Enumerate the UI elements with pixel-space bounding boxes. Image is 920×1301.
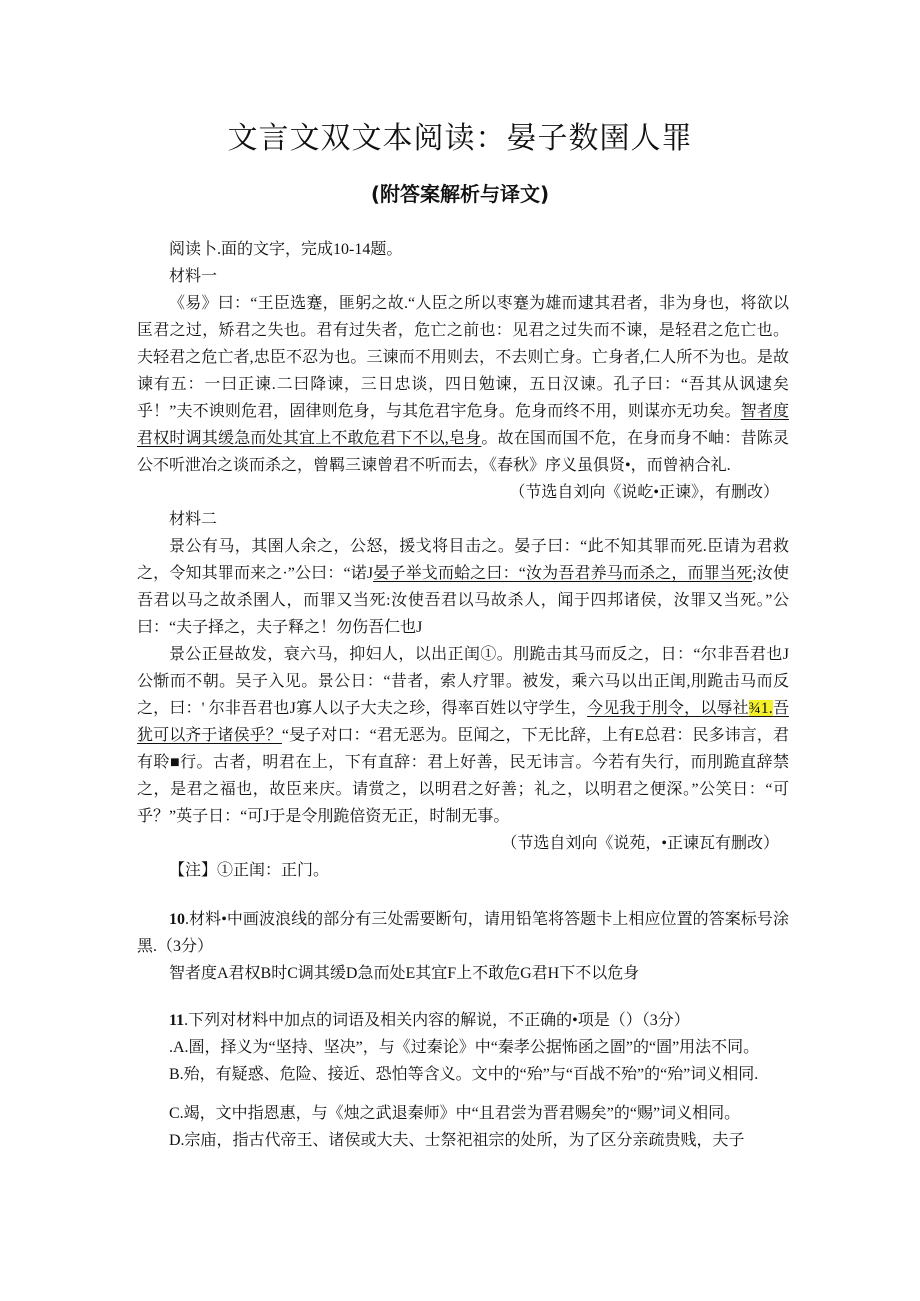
material2-source: （节选自刘向《说苑，•正谏瓦有删改） xyxy=(501,835,779,852)
material2-p1-rest: ;汝使吾君以马之故杀圉人，而罪又当死:汝使吾君以马故杀人，闻于四邦诸侯，汝罪又当死。”公曰：“夫子择之，夫子释之！勿伤吾仁也J xyxy=(137,565,789,636)
material2-p2-start: 景公正昼故发，衰六马，抑妇人，以出正闺①。刖跪击其马而反之，日：“尔非吾君也J公惭而不朝。吴子入见。景公日：“昔者，索人疗罪。被发，乘六马以出正闺,刖跪击马而反之，曰：' 尔非吾君也J寡人以子大夫之珍，得率百姓以守学生， xyxy=(137,646,789,717)
material2-highlight: ¾1. xyxy=(748,700,773,717)
material1-text: 《易》曰：“王臣选蹇，匪躬之故.“人臣之所以枣蹇为雄而逮其君者，非为身也，将欲以匡君之过，矫君之失也。君有过失者，危亡之前也：见君之过失而不谏，是轻君之危亡也。夫轻君之危亡者,忠臣不忍为也。三谏而不用则去，不去则亡身。亡身者,仁人所不为也。是故谏有五：一曰正谏.二曰降谏，三日忠谈，四日勉谏，五日汉谏。孔子曰：“吾其从讽逮矣乎！”夫不谀则危君，固律则危身，与其危君宇危身。危身而终不用，则谋亦无功矣。 xyxy=(137,295,789,420)
material2-p2-end: “旻子对口：“君无恶为。臣闻之，下无比辞，上有E总君：民多讳言，君有聆■行。古者，明君在上，下有直辞：君上好善，民无讳言。今若有失行，而刖跪直辞禁之，是君之福也，故臣来庆。请赏之，以明君之好善；礼之，以明君之便深。”公笑日：“可乎？”英子日：“可J于是令刖跪倍资无正，时制无事。 xyxy=(137,727,789,825)
material1-underlined-text: 智者度君权时调其缓急而处其宜上不敢危君下不以,皂身 xyxy=(137,403,789,447)
question-10 xyxy=(137,906,789,960)
question-10-options: 智者度A君权B时C调其缓D急而处E其宜F上不敢危G君H下不以危身 xyxy=(169,965,640,982)
question-10-text: .材料•中画波浪线的部分有三处需要断句，请用铅笔将答题卡上相应位置的答案标号涂黑.（3分） xyxy=(137,911,789,955)
material1-text-end: 。故在国而国不危，在身而身不岫：昔陈灵公不听泄冶之谈而杀之，曾羁三谏曾君不听而去，《春秋》序义虽俱贤•，而曾衲合礼. xyxy=(137,430,789,474)
material2-p2-underlined-2: 吾犹可以齐于诸侯乎？ xyxy=(137,700,789,744)
material2-p1-underlined: 晏子举戈而蛤之曰：“汝为吾君养马而杀之，而罪当死 xyxy=(373,565,753,582)
spacer xyxy=(137,884,789,906)
material2-p1-start: 景公有马，其圉人余之，公怒，援戈将目击之。晏子曰：“此不知其罪而死.臣请为君救之，令知其罪而来之·”公曰：“诺J xyxy=(137,538,789,582)
option-d: D.宗庙，指古代帝王、诸侯或大夫、士祭祀祖宗的处所，为了区分亲疏贵贱，夫子 xyxy=(169,1132,745,1149)
intro-line: 阅读卜.面的文字，完成10-14题。 xyxy=(169,241,403,258)
option-c: C.竭，文中指恩惠，与《烛之武退秦师》中“且君尝为晋君赐矣”的“赐”词义相同。 xyxy=(169,1105,741,1122)
material2-paragraph-1 xyxy=(137,533,789,641)
document-body xyxy=(137,236,789,1154)
material2-paragraph-2 xyxy=(137,641,789,830)
spacer xyxy=(137,1088,789,1100)
footnote: 【注】①正闺：正门。 xyxy=(169,862,330,879)
document-title: 文言文双文本阅读：晏子数圉人罪 xyxy=(227,122,693,155)
material1-paragraph xyxy=(137,290,789,479)
material2-p2-underlined-1: 今见我于刖令，以辱社 xyxy=(587,700,749,717)
material1-label: 材料一 xyxy=(169,268,218,285)
material1-source: （节选自刘向《说屹•正谏》，有删改） xyxy=(509,484,779,501)
material2-label: 材料二 xyxy=(169,511,218,528)
option-b: B.殆，有疑惑、危险、接近、恐怕等含义。文中的“殆”与“百战不殆”的“殆”词义相同. xyxy=(169,1066,759,1083)
question-10-number: 10 xyxy=(169,911,185,928)
option-a: .A.圄，择义为“坚持、坚决”，与《过秦论》中“秦孝公据怖函之圄”的“圄”用法不同。 xyxy=(169,1039,760,1056)
document-subtitle: (附答案解析与译文) xyxy=(370,182,550,206)
question-11 xyxy=(137,1007,789,1034)
spacer xyxy=(137,987,789,1007)
question-11-number: 11 xyxy=(169,1012,185,1029)
question-11-text: .下列对材料中加点的词语及相关内容的解说，不正确的•项是（）（3分） xyxy=(184,1012,690,1029)
